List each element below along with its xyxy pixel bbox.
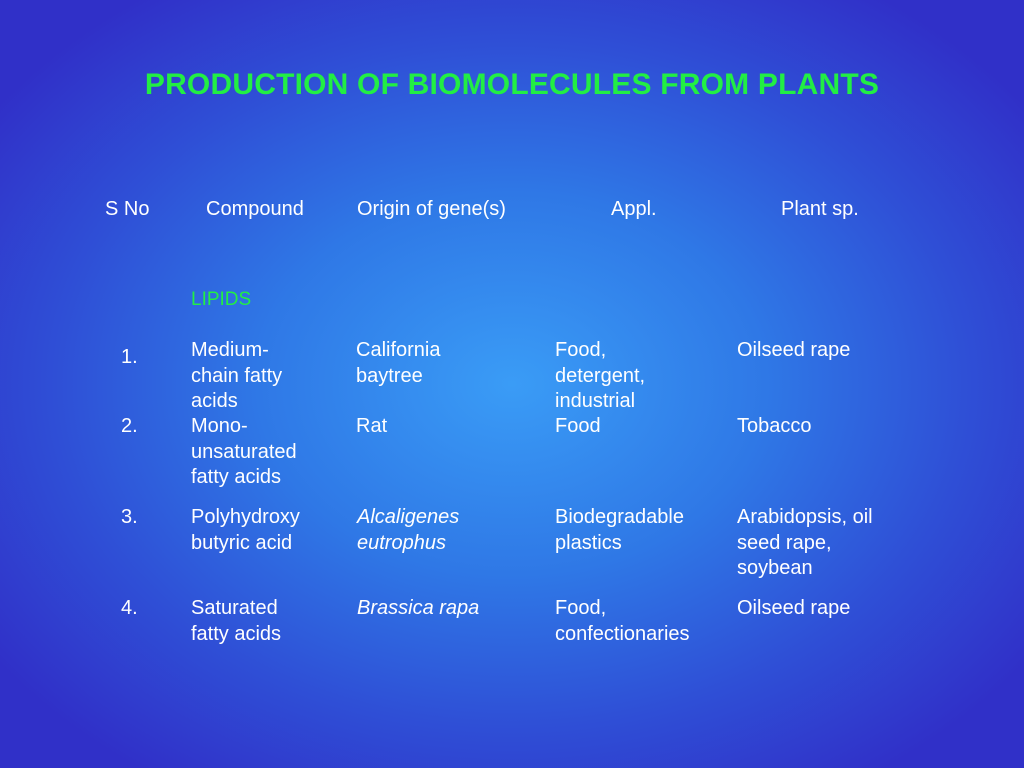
row-compound <box>191 338 282 415</box>
cell-line: fatty acids <box>191 622 282 645</box>
header-appl: Appl. <box>611 198 657 220</box>
row-origin <box>356 338 440 389</box>
row-plant <box>737 414 812 440</box>
cell-line: chain fatty <box>191 364 283 387</box>
row-appl <box>555 338 645 415</box>
slide-title: PRODUCTION OF BIOMOLECULES FROM PLANTS <box>144 68 880 101</box>
cell-line: industrial <box>555 390 636 412</box>
cell-line: unsaturated <box>191 440 297 463</box>
row-compound <box>191 596 281 647</box>
cell-line: Tobacco <box>737 415 812 437</box>
cell-line: Biodegradable <box>555 506 684 528</box>
cell-line: Polyhydroxy <box>191 506 300 528</box>
row-plant <box>737 338 850 364</box>
cell-line: acids <box>191 390 238 412</box>
cell-line: Brassica rapa <box>357 597 480 619</box>
row-plant <box>737 596 850 622</box>
cell-line: Rat <box>356 415 388 437</box>
cell-line: plastics <box>555 531 622 554</box>
cell-line: Arabidopsis, oil <box>737 506 873 528</box>
row-sno: 1. <box>121 346 138 368</box>
cell-line: detergent, <box>555 364 646 387</box>
row-sno: 3. <box>121 506 138 528</box>
row-origin <box>357 505 459 556</box>
cell-line: Mono- <box>191 415 248 437</box>
row-appl <box>555 596 690 647</box>
cell-line: Oilseed rape <box>737 339 851 361</box>
row-compound <box>191 505 300 556</box>
section-label-lipids: LIPIDS <box>191 289 252 310</box>
row-appl <box>555 505 684 556</box>
cell-line: Food, <box>555 339 607 361</box>
row-origin <box>356 414 387 440</box>
cell-line: baytree <box>356 364 423 387</box>
cell-line: California <box>356 339 441 361</box>
cell-line: Food <box>555 415 601 437</box>
cell-line: Oilseed rape <box>737 597 851 619</box>
cell-line: Food, <box>555 597 607 619</box>
header-origin: Origin of gene(s) <box>357 198 506 220</box>
cell-line: Alcaligenes <box>357 506 460 528</box>
row-sno: 2. <box>121 415 138 437</box>
cell-line: Medium- <box>191 339 269 361</box>
cell-line: eutrophus <box>357 531 446 554</box>
cell-line: fatty acids <box>191 466 282 488</box>
header-plant: Plant sp. <box>781 198 859 220</box>
row-compound <box>191 414 297 491</box>
cell-line: Saturated <box>191 597 278 619</box>
row-origin <box>357 596 479 622</box>
cell-line: soybean <box>737 557 813 579</box>
header-sno: S No <box>105 198 150 220</box>
cell-line: butyric acid <box>191 531 293 554</box>
cell-line: seed rape, <box>737 531 832 554</box>
cell-line: confectionaries <box>555 622 690 645</box>
row-plant <box>737 505 873 582</box>
row-sno: 4. <box>121 597 138 619</box>
row-appl <box>555 414 601 440</box>
header-compound: Compound <box>206 198 304 220</box>
